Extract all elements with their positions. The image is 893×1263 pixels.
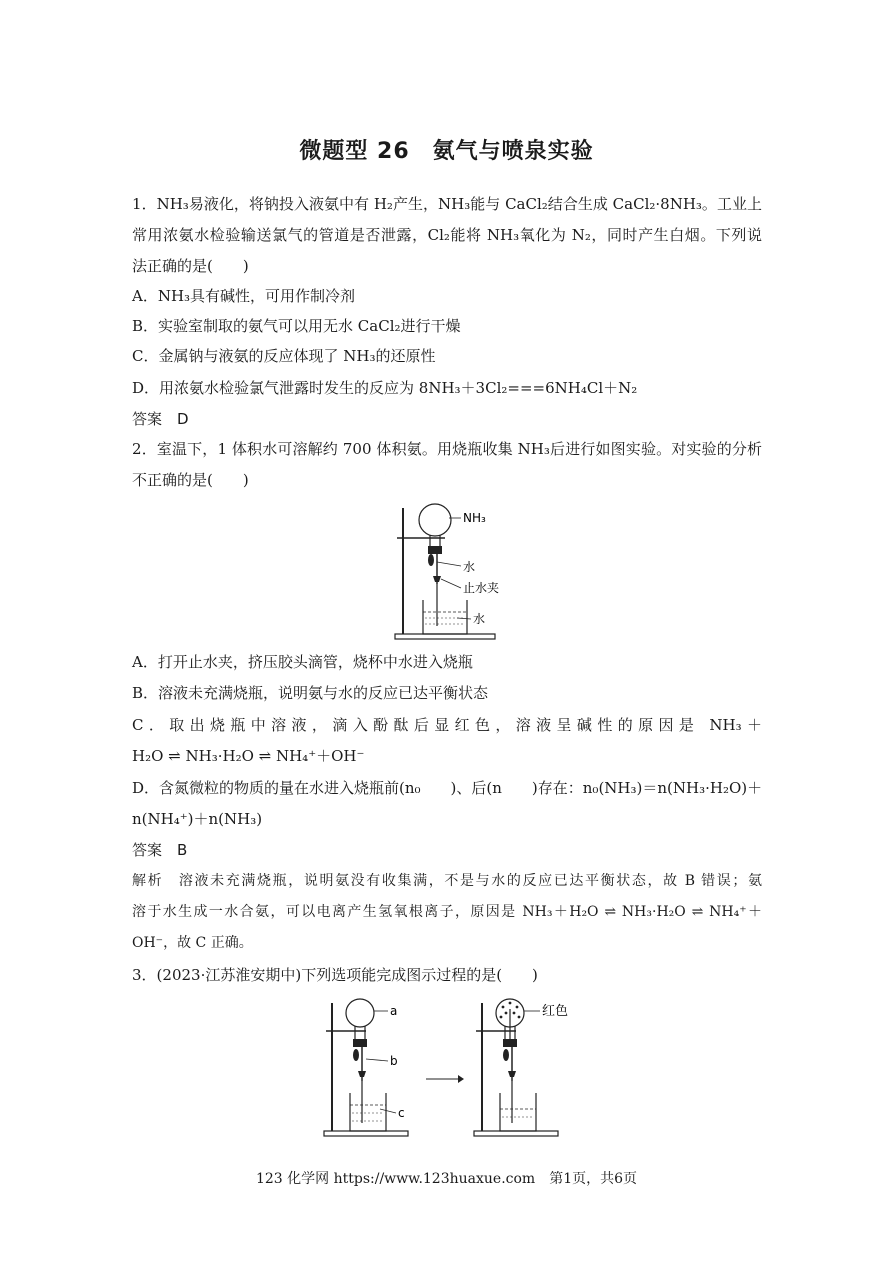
q2-analysis-line-2: 溶于水生成一水合氨，可以电离产生氢氧根离子，原因是 NH₃＋H₂O ⇌ NH₃·H₂O ⇌ NH₄⁺＋ [132,904,762,920]
page-footer: 123 化学网 https://www.123huaxue.com 第1页，共6页 [255,1171,638,1187]
label-clamp: 止水夹 [463,581,500,595]
q2-stem-line-1: 2．室温下，1 体积水可溶解约 700 体积氨。用烧瓶收集 NH₃后进行如图实验。对实验的分析 [132,440,762,458]
q2-stem-line-2: 不正确的是( ) [132,471,249,489]
q2-option-d-line-1: D．含氮微粒的物质的量在水进入烧瓶前(n₀ )、后(n )存在：n₀(NH₃)＝n(NH₃·H₂O)＋ [132,779,763,797]
fountain-process-diagram [320,995,590,1140]
q1-option-c: C．金属钠与液氨的反应体现了 NH₃的还原性 [132,347,436,365]
process-arrow-icon [458,1075,464,1083]
q2-analysis-line-1: 解析 溶液未充满烧瓶，说明氨没有收集满，不是与水的反应已达平衡状态，故 B 错误；氨 [132,873,762,889]
label-c: c [398,1106,405,1120]
label-a: a [390,1004,398,1018]
q2-analysis-line-3: OH⁻，故 C 正确。 [132,935,253,951]
label-nh3: NH₃ [463,511,486,525]
label-water-beaker: 水 [473,612,486,626]
q1-stem-line-3: 法正确的是( ) [132,257,249,275]
q3-stem: 3．(2023·江苏淮安期中)下列选项能完成图示过程的是( ) [132,966,538,984]
q1-option-d: D．用浓氨水检验氯气泄露时发生的反应为 8NH₃＋3Cl₂===6NH₄Cl＋N₂ [132,379,638,397]
page-title: 微题型 26 氨气与喷泉实验 [299,139,594,164]
q2-fountain-figure [385,498,515,644]
q1-stem-line-2: 常用浓氨水检验输送氯气的管道是否泄露，Cl₂能将 NH₃氧化为 N₂，同时产生白烟。下列说 [132,226,762,244]
q1-answer: 答案 D [132,410,189,428]
q2-option-c-line-1: C．取出烧瓶中溶液，滴入酚酞后显红色，溶液呈碱性的原因是 NH₃＋ [132,716,762,734]
label-water-top: 水 [463,560,476,574]
q1-option-a: A．NH₃具有碱性，可用作制冷剂 [132,287,356,305]
q2-answer: 答案 B [132,841,188,859]
q1-stem-line-1: 1．NH₃易液化，将钠投入液氨中有 H₂产生，NH₃能与 CaCl₂结合生成 CaCl₂·8NH₃。工业上 [132,195,762,213]
label-b: b [390,1054,398,1068]
q3-fountain-figure [320,995,590,1140]
q2-option-c-line-2: H₂O ⇌ NH₃·H₂O ⇌ NH₄⁺＋OH⁻ [132,747,365,765]
q2-option-a: A．打开止水夹，挤压胶头滴管，烧杯中水进入烧瓶 [132,653,473,671]
q2-option-d-line-2: n(NH₄⁺)＋n(NH₃) [132,810,263,828]
q2-option-b: B．溶液未充满烧瓶，说明氨与水的反应已达平衡状态 [132,684,489,702]
label-red: 红色 [542,1004,569,1019]
fountain-apparatus-diagram [385,498,515,644]
q1-option-b: B．实验室制取的氨气可以用无水 CaCl₂进行干燥 [132,317,461,335]
